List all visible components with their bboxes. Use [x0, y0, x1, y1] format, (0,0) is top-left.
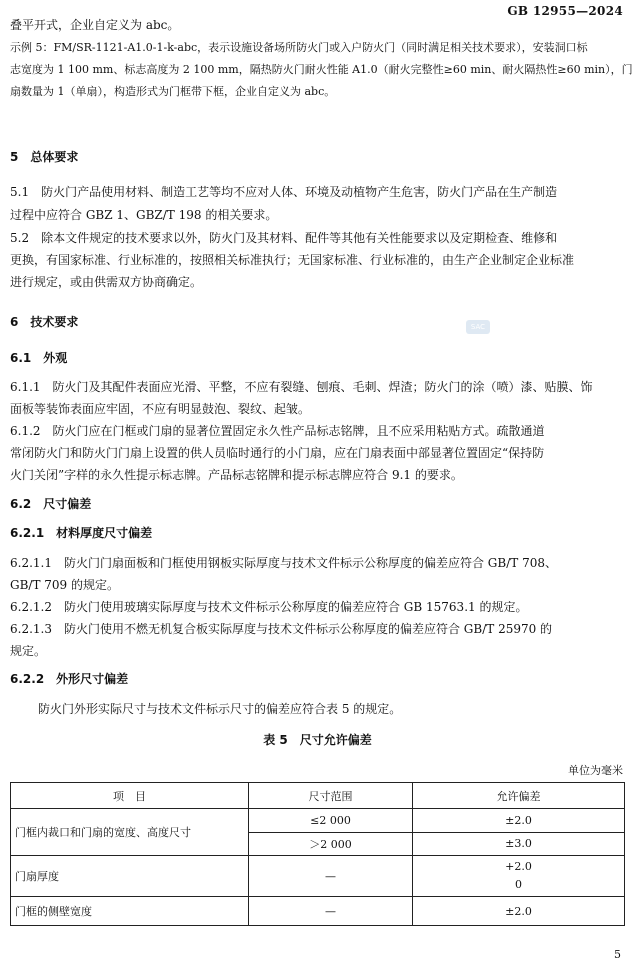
header-item: 项 目 [11, 783, 249, 809]
clause-5-1-line-2: 过程中应符合 GBZ 1、GBZ/T 198 的相关要求。 [10, 208, 278, 222]
row-tolerance: ±3.0 [413, 832, 625, 856]
clause-6-1-2-line-3: 火门关闭”字样的永久性提示标志牌。产品标志铭牌和提示标志牌应符合 9.1 的要求。 [10, 468, 463, 482]
row-range: ≤2 000 [249, 809, 413, 833]
example-5-line-2: 志宽度为 1 100 mm、标志高度为 2 100 mm，隔热防火门耐火性能 A1.0（耐火完整性≥60 min、耐火隔热性≥60 min），门 [10, 63, 633, 76]
row-item: 门框内裁口和门扇的宽度、高度尺寸 [11, 809, 249, 856]
row-range: — [249, 897, 413, 926]
clause-6-2-1-1-line-2: GB/T 709 的规定。 [10, 578, 119, 592]
tolerance-lower: 0 [515, 878, 522, 891]
table-row [11, 809, 625, 833]
table-row [11, 897, 625, 926]
clause-6-2-1-3-line-2: 规定。 [10, 644, 47, 658]
row-item: 门框的侧壁宽度 [11, 897, 249, 926]
page-number: 5 [614, 948, 621, 961]
row-tolerance: ±2.0 [413, 809, 625, 833]
clause-6-2-2-heading: 6.2.2 外形尺寸偏差 [10, 672, 129, 686]
row-range: ＞2 000 [249, 832, 413, 856]
example-5-line-3: 扇数量为 1（单扇），构造形式为门框带下框，企业自定义为 abc。 [10, 85, 336, 98]
row-item: 门扇厚度 [11, 856, 249, 897]
section-5-heading: 5 总体要求 [10, 150, 79, 164]
clause-6-2-1-heading: 6.2.1 材料厚度尺寸偏差 [10, 526, 153, 540]
table-header-row [11, 783, 625, 809]
intro-line: 叠平开式，企业自定义为 abc。 [10, 18, 180, 32]
table-5 [10, 782, 625, 926]
table-5-caption: 表 5 尺寸允许偏差 [263, 733, 372, 747]
row-tolerance [413, 856, 625, 897]
clause-5-2-line-2: 更换，有国家标准、行业标准的，按照相关标准执行；无国家标准、行业标准的，由生产企业制定企业标准 [10, 253, 575, 267]
standard-number: GB 12955—2024 [507, 4, 623, 18]
clause-6-2-heading: 6.2 尺寸偏差 [10, 497, 92, 511]
header-range: 尺寸范围 [249, 783, 413, 809]
clause-6-1-2-line-2: 常闭防火门和防火门门扇上设置的供人员临时通行的小门扇，应在门扇表面中部显著位置固定“保持防 [10, 446, 545, 460]
row-range: — [249, 856, 413, 897]
clause-5-2-line-1: 5.2 除本文件规定的技术要求以外，防火门及其材料、配件等其他有关性能要求以及定期检查、维修和 [10, 231, 558, 245]
tolerance-upper: +2.0 [505, 860, 532, 873]
section-6-heading: 6 技术要求 [10, 315, 79, 329]
clause-6-2-1-1-line-1: 6.2.1.1 防火门门扇面板和门框使用钢板实际厚度与技术文件标示公称厚度的偏差应符合 GB/T 708、 [10, 556, 557, 570]
clause-6-1-heading: 6.1 外观 [10, 351, 68, 365]
clause-6-2-2-text: 防火门外形实际尺寸与技术文件标示尺寸的偏差应符合表 5 的规定。 [38, 702, 402, 716]
sac-watermark: SAC [466, 320, 490, 334]
header-tolerance: 允许偏差 [413, 783, 625, 809]
clause-6-1-2-line-1: 6.1.2 防火门应在门框或门扇的显著位置固定永久性产品标志铭牌，且不应采用粘贴方式。疏散通道 [10, 424, 545, 438]
row-tolerance: ±2.0 [413, 897, 625, 926]
clause-6-2-1-2: 6.2.1.2 防火门使用玻璃实际厚度与技术文件标示公称厚度的偏差应符合 GB 15763.1 的规定。 [10, 600, 528, 614]
clause-6-1-1-line-1: 6.1.1 防火门及其配件表面应光滑、平整，不应有裂缝、刨痕、毛刺、焊渣；防火门的涂（喷）漆、贴膜、饰 [10, 380, 593, 394]
clause-5-2-line-3: 进行规定，或由供需双方协商确定。 [10, 275, 203, 289]
table-5-unit: 单位为毫米 [568, 764, 623, 777]
clause-6-1-1-line-2: 面板等装饰表面应牢固，不应有明显鼓泡、裂纹、起皱。 [10, 402, 311, 416]
clause-5-1-line-1: 5.1 防火门产品使用材料、制造工艺等均不应对人体、环境及动植物产生危害，防火门产品在生产制造 [10, 185, 558, 199]
clause-6-2-1-3-line-1: 6.2.1.3 防火门使用不燃无机复合板实际厚度与技术文件标示公称厚度的偏差应符合 GB/T 25970 的 [10, 622, 553, 636]
table-row [11, 856, 625, 897]
example-5-line-1: 示例 5：FM/SR-1121-A1.0-1-k-abc，表示设施设备场所防火门或入户防火门（同时满足相关技术要求），安装洞口标 [10, 41, 588, 54]
